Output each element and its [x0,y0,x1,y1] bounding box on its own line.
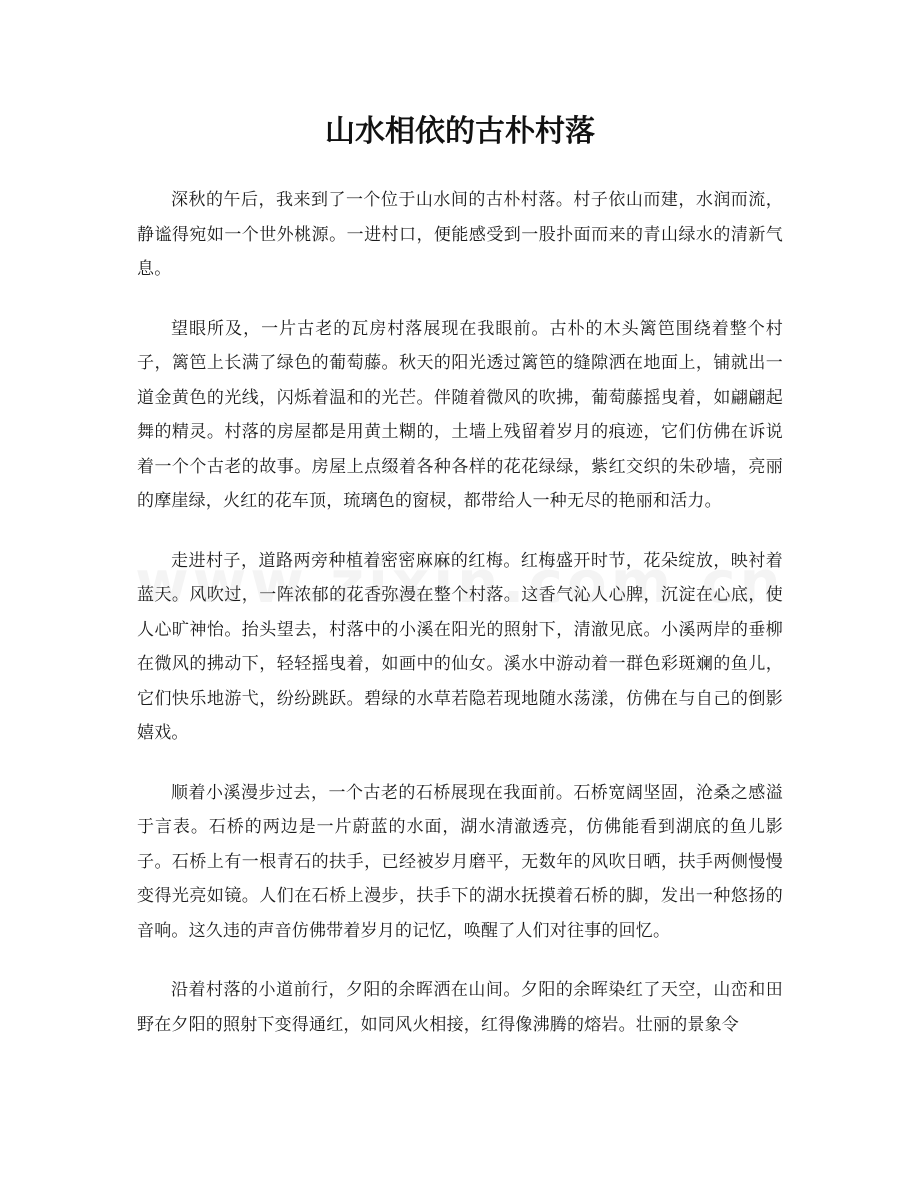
document-body [137,183,783,1067]
paragraph-5: 沿着村落的小道前行，夕阳的余晖洒在山间。夕阳的余晖染红了天空，山峦和田野在夕阳的照射下变得通红，如同风火相接，红得像沸腾的熔岩。壮丽的景象令 [137,980,783,1035]
paragraph-2: 望眼所及，一片古老的瓦房村落展现在我眼前。古朴的木头篱笆围绕着整个村子，篱笆上长满了绿色的葡萄藤。秋天的阳光透过篱笆的缝隙洒在地面上，铺就出一道金黄色的光线，闪烁着温和的光芒。伴随着微风的吹拂，葡萄藤摇曳着，如翩翩起舞的精灵。村落的房屋都是用黄土糊的，土墙上残留着岁月的痕迹，它们仿佛在诉说着一个个古老的故事。房屋上点缀着各种各样的花花绿绿，紫红交织的朱砂墙，亮丽的摩崖绿，火红的花车顶，琉璃色的窗棂，都带给人一种无尽的艳丽和活力。 [137,318,783,511]
paragraph-4: 顺着小溪漫步过去，一个古老的石桥展现在我面前。石桥宽阔坚固，沧桑之感溢于言表。石桥的两边是一片蔚蓝的水面，湖水清澈透亮，仿佛能看到湖底的鱼儿影子。石桥上有一根青石的扶手，已经被岁月磨平，无数年的风吹日晒，扶手两侧慢慢变得光亮如镜。人们在石桥上漫步，扶手下的湖水抚摸着石桥的脚，发出一种悠扬的音响。这久违的声音仿佛带着岁月的记忆，唤醒了人们对往事的回忆。 [137,782,783,941]
paragraph-3: 走进村子，道路两旁种植着密密麻麻的红梅。红梅盛开时节，花朵绽放，映衬着蓝天。风吹过，一阵浓郁的花香弥漫在整个村落。这香气沁人心脾，沉淀在心底，使人心旷神怡。抬头望去，村落中的小溪在阳光的照射下，清澈见底。小溪两岸的垂柳在微风的拂动下，轻轻摇曳着，如画中的仙女。溪水中游动着一群色彩斑斓的鱼儿，它们快乐地游弋，纷纷跳跃。碧绿的水草若隐若现地随水荡漾，仿佛在与自己的倒影嬉戏。 [137,550,783,743]
document-title: 山水相依的古朴村落 [325,114,595,149]
paragraph-1: 深秋的午后，我来到了一个位于山水间的古朴村落。村子依山而建，水润而流，静谧得宛如一个世外桃源。一进村口，便能感受到一股扑面而来的青山绿水的清新气息。 [137,190,783,279]
